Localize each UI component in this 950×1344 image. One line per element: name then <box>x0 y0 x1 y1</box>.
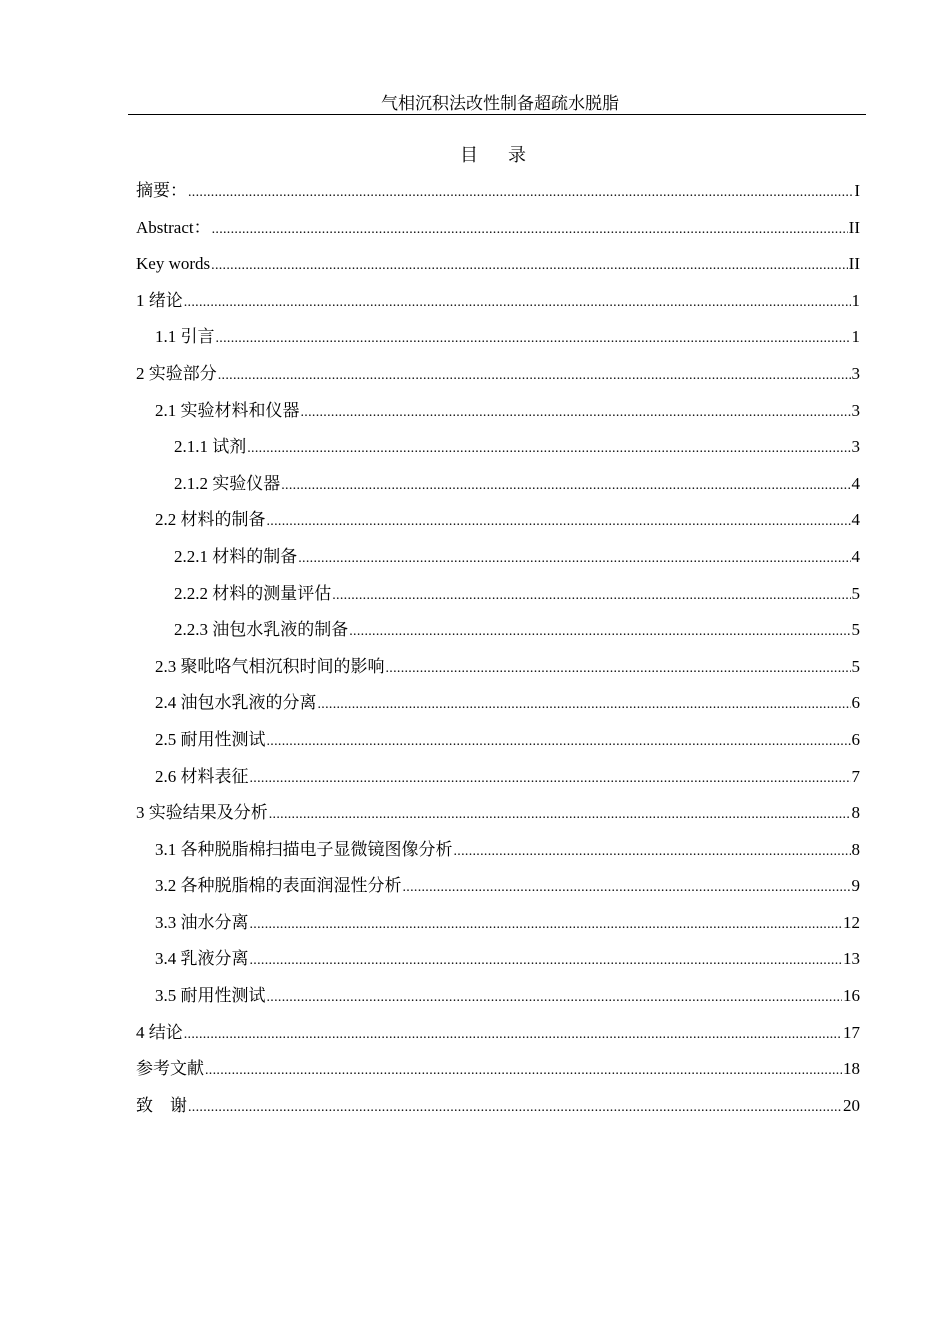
toc-entry-label: 3.2 各种脱脂棉的表面润湿性分析 <box>155 876 402 896</box>
toc-entry-page: 1 <box>851 327 860 347</box>
toc-entry-label: 2.4 油包水乳液的分离 <box>155 693 317 713</box>
toc-entry-label: 2.2.2 材料的测量评估 <box>174 583 332 603</box>
toc-entry-3[interactable] <box>136 798 860 835</box>
toc-entry-page: 3 <box>851 400 860 420</box>
dot-leader <box>216 324 851 354</box>
toc-entry-page: II <box>848 217 860 237</box>
dot-leader <box>267 983 843 1013</box>
dot-leader <box>267 727 851 757</box>
toc-entry-2-2-2[interactable] <box>136 579 860 616</box>
toc-entry-label: 2.1.1 试剂 <box>174 437 247 457</box>
dot-leader <box>269 800 851 830</box>
dot-leader <box>205 1056 842 1086</box>
toc-entry-page: 13 <box>843 949 860 969</box>
toc-heading: 目录 <box>460 145 556 166</box>
toc-entry-page: 5 <box>851 620 860 640</box>
toc-entry-label: 1 绪论 <box>136 290 183 310</box>
toc-entry-acknowledgements[interactable] <box>136 1091 860 1128</box>
toc-entry-page: 6 <box>851 729 860 749</box>
dot-leader <box>250 764 851 794</box>
toc-entry-page: 8 <box>851 839 860 859</box>
toc-entry-page: 4 <box>851 510 860 530</box>
toc-entry-label: 2.3 聚吡咯气相沉积时间的影响 <box>155 656 385 676</box>
toc-entry-3-1[interactable] <box>136 835 860 872</box>
dot-leader <box>301 398 851 428</box>
toc-entry-label: 4 结论 <box>136 1022 183 1042</box>
header-rule <box>128 114 866 115</box>
dot-leader <box>454 837 851 867</box>
toc-entry-label: 3.5 耐用性测试 <box>155 986 266 1006</box>
toc-entry-abstract-en[interactable] <box>136 213 860 250</box>
toc-entry-page: 12 <box>843 912 860 932</box>
toc-entry-page: 20 <box>843 1095 860 1115</box>
toc-entry-label: 3.1 各种脱脂棉扫描电子显微镜图像分析 <box>155 839 453 859</box>
toc-entry-page: 18 <box>843 1059 860 1079</box>
toc-entry-1[interactable] <box>136 286 860 323</box>
toc-entry-label: 1.1 引言 <box>155 327 215 347</box>
dot-leader <box>218 361 851 391</box>
dot-leader <box>267 507 851 537</box>
toc-entry-page: 16 <box>843 986 860 1006</box>
dot-leader <box>247 434 850 464</box>
toc-entry-2-5[interactable] <box>136 725 860 762</box>
dot-leader <box>298 544 850 574</box>
toc-entry-4[interactable] <box>136 1018 860 1055</box>
toc-entry-key-words[interactable] <box>136 249 860 286</box>
toc-entry-label: Abstract： <box>136 217 211 237</box>
toc-entry-page: 3 <box>851 363 860 383</box>
dot-leader <box>250 910 843 940</box>
dot-leader <box>184 288 851 318</box>
toc-entry-2-1-1[interactable] <box>136 432 860 469</box>
dot-leader <box>212 215 848 245</box>
toc-entry-2-2-3[interactable] <box>136 615 860 652</box>
toc-entry-page: 4 <box>851 473 860 493</box>
toc-entry-page: 1 <box>851 290 860 310</box>
toc-entry-label: 3 实验结果及分析 <box>136 803 268 823</box>
toc-entry-page: 7 <box>851 766 860 786</box>
dot-leader <box>188 1093 842 1123</box>
toc-entry-page: 9 <box>851 876 860 896</box>
toc-entry-1-1[interactable] <box>136 322 860 359</box>
toc-entry-label: 致 谢 <box>136 1095 187 1115</box>
toc-entry-2-1-2[interactable] <box>136 469 860 506</box>
toc-entry-2-4[interactable] <box>136 688 860 725</box>
dot-leader <box>281 471 850 501</box>
toc-entry-page: II <box>848 254 860 274</box>
dot-leader <box>403 873 851 903</box>
toc-entry-2-1[interactable] <box>136 396 860 433</box>
dot-leader <box>318 690 851 720</box>
toc-entry-3-3[interactable] <box>136 908 860 945</box>
toc-entry-label: 2.2.1 材料的制备 <box>174 546 298 566</box>
toc-entry-label: 2 实验部分 <box>136 363 217 383</box>
toc-entry-label: 2.5 耐用性测试 <box>155 729 266 749</box>
running-header-title: 气相沉积法改性制备超疏水脱脂 <box>381 94 619 114</box>
toc-entry-references[interactable] <box>136 1054 860 1091</box>
toc-entry-page: 5 <box>851 656 860 676</box>
toc-entry-2-3[interactable] <box>136 652 860 689</box>
toc-entry-label: 3.3 油水分离 <box>155 912 249 932</box>
toc-entry-label: 2.6 材料表征 <box>155 766 249 786</box>
toc-entry-2-2[interactable] <box>136 505 860 542</box>
toc-entry-3-5[interactable] <box>136 981 860 1018</box>
toc-entry-2-6[interactable] <box>136 762 860 799</box>
toc-entry-label: 2.1.2 实验仪器 <box>174 473 281 493</box>
toc-entry-page: 5 <box>851 583 860 603</box>
toc-entry-page: 3 <box>851 437 860 457</box>
toc-entry-2-2-1[interactable] <box>136 542 860 579</box>
table-of-contents <box>136 176 860 1127</box>
dot-leader <box>188 178 853 208</box>
toc-entry-label: Key words <box>136 254 211 274</box>
toc-entry-label: 2.2 材料的制备 <box>155 510 266 530</box>
toc-entry-label: 2.1 实验材料和仪器 <box>155 400 300 420</box>
toc-entry-3-4[interactable] <box>136 944 860 981</box>
toc-entry-label: 摘要： <box>136 181 187 200</box>
dot-leader <box>184 1020 842 1050</box>
dot-leader <box>332 581 850 611</box>
dot-leader <box>386 654 851 684</box>
toc-entry-page: 6 <box>851 693 860 713</box>
toc-entry-page: 17 <box>843 1022 860 1042</box>
dot-leader <box>250 946 843 976</box>
toc-entry-label: 2.2.3 油包水乳液的制备 <box>174 620 349 640</box>
toc-entry-page: 4 <box>851 546 860 566</box>
toc-entry-2[interactable] <box>136 359 860 396</box>
dot-leader <box>349 617 850 647</box>
toc-entry-3-2[interactable] <box>136 871 860 908</box>
toc-entry-abstract-cn[interactable] <box>136 176 860 213</box>
toc-entry-label: 3.4 乳液分离 <box>155 949 249 969</box>
toc-entry-page: 8 <box>851 803 860 823</box>
dot-leader <box>211 251 848 281</box>
toc-entry-page: I <box>854 181 860 200</box>
toc-entry-label: 参考文献 <box>136 1059 204 1079</box>
